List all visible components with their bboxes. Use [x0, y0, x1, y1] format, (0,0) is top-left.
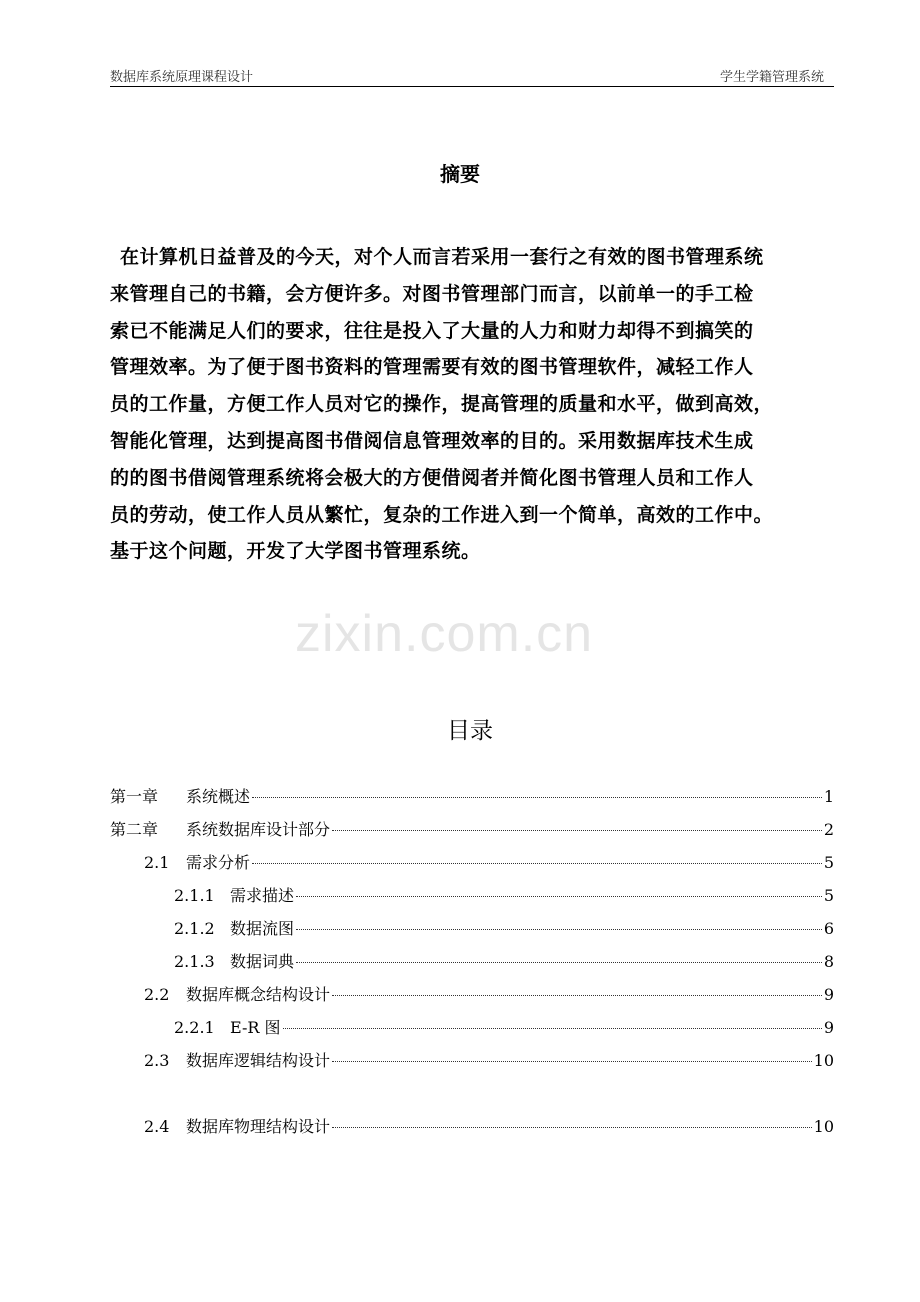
abstract-line: 的的图书借阅管理系统将会极大的方便借阅者并简化图书管理人员和工作人: [110, 466, 754, 489]
toc-leader-dots: [252, 797, 822, 798]
abstract-line: 在计算机日益普及的今天，对个人而言若采用一套行之有效的图书管理系统: [120, 246, 764, 268]
toc-entry-text: 系统数据库设计部分: [186, 820, 331, 839]
abstract-line: 员的工作量，方便工作人员对它的操作，提高管理的质量和水平，做到高效，: [110, 393, 774, 416]
page-header: [110, 64, 834, 87]
toc-entry[interactable]: [110, 850, 834, 872]
toc-entry-page: 10: [813, 1051, 834, 1070]
toc-leader-dots: [332, 995, 822, 996]
toc-entry-number: 2.1.1: [174, 886, 215, 905]
toc-entry[interactable]: [110, 1114, 834, 1136]
toc-entry[interactable]: [110, 982, 834, 1004]
toc-entry-page: 5: [823, 853, 834, 872]
abstract-line: 来管理自己的书籍，会方便许多。对图书管理部门而言，以前单一的手工检: [110, 282, 754, 305]
toc-leader-dots: [296, 929, 822, 930]
toc-entry-page: 2: [823, 820, 834, 839]
toc-entry[interactable]: [110, 1048, 834, 1070]
toc-entry-text: 需求描述: [230, 886, 295, 905]
abstract-line: 智能化管理，达到提高图书借阅信息管理效率的目的。采用数据库技术生成: [110, 429, 754, 452]
toc-entry[interactable]: [110, 883, 834, 905]
abstract-line: 索已不能满足人们的要求，往往是投入了大量的人力和财力却得不到搞笑的: [110, 319, 754, 342]
abstract-line: 管理效率。为了便于图书资料的管理需要有效的图书管理软件，减轻工作人: [110, 356, 754, 379]
toc-entry-number: 第一章: [110, 787, 159, 806]
header-course-title: 数据库系统原理课程设计: [110, 70, 254, 85]
toc-entry[interactable]: [110, 784, 834, 806]
watermark: zixin.com.cn: [295, 605, 594, 663]
header-system-title: 学生学籍管理系统: [719, 70, 824, 85]
toc-entry[interactable]: [110, 817, 834, 839]
toc-entry-number: 2.2.1: [174, 1018, 215, 1037]
toc-entry-number: 2.4: [144, 1117, 170, 1136]
toc-entry[interactable]: [110, 916, 834, 938]
toc-leader-dots: [296, 962, 822, 963]
toc-entry[interactable]: [110, 949, 834, 971]
toc-leader-dots: [252, 863, 822, 864]
toc-entry-number: 2.2: [144, 985, 170, 1004]
toc-entry-text: 数据词典: [230, 952, 295, 971]
toc-entry-page: 10: [813, 1117, 834, 1136]
toc-leader-dots: [332, 1061, 812, 1062]
toc-entry-page: 8: [823, 952, 834, 971]
toc-entry[interactable]: [110, 1015, 834, 1037]
toc-entry-page: 9: [823, 1018, 834, 1037]
toc-entry-text: 数据流图: [230, 919, 295, 938]
toc-leader-dots: [332, 1127, 812, 1128]
toc-entry-text: 需求分析: [186, 853, 251, 872]
abstract-line: 员的劳动，使工作人员从繁忙，复杂的工作进入到一个简单，高效的工作中。: [110, 503, 774, 526]
toc-entry-number: 第二章: [110, 820, 159, 839]
toc-entry-page: 6: [823, 919, 834, 938]
abstract-body: [110, 239, 840, 570]
toc-leader-dots: [332, 830, 822, 831]
toc-entry-number: 2.1: [144, 853, 170, 872]
toc-entry-text: E-R 图: [230, 1018, 281, 1037]
toc-entry-text: 系统概述: [186, 787, 251, 806]
toc-entry-number: 2.1.2: [174, 919, 215, 938]
abstract-title: 摘要: [440, 162, 480, 186]
toc-leader-dots: [296, 896, 822, 897]
toc-entry-text: 数据库物理结构设计: [186, 1117, 331, 1136]
toc-entry-text: 数据库逻辑结构设计: [186, 1051, 331, 1070]
toc-entry-text: 数据库概念结构设计: [186, 985, 331, 1004]
abstract-line: 基于这个问题，开发了大学图书管理系统。: [110, 540, 481, 563]
toc-leader-dots: [283, 1028, 822, 1029]
toc-entry-page: 9: [823, 985, 834, 1004]
toc-entry-page: 1: [823, 787, 834, 806]
toc-entry-page: 5: [823, 886, 834, 905]
toc-entry-number: 2.1.3: [174, 952, 215, 971]
toc-title: 目录: [447, 718, 493, 744]
toc-entry-number: 2.3: [144, 1051, 170, 1070]
